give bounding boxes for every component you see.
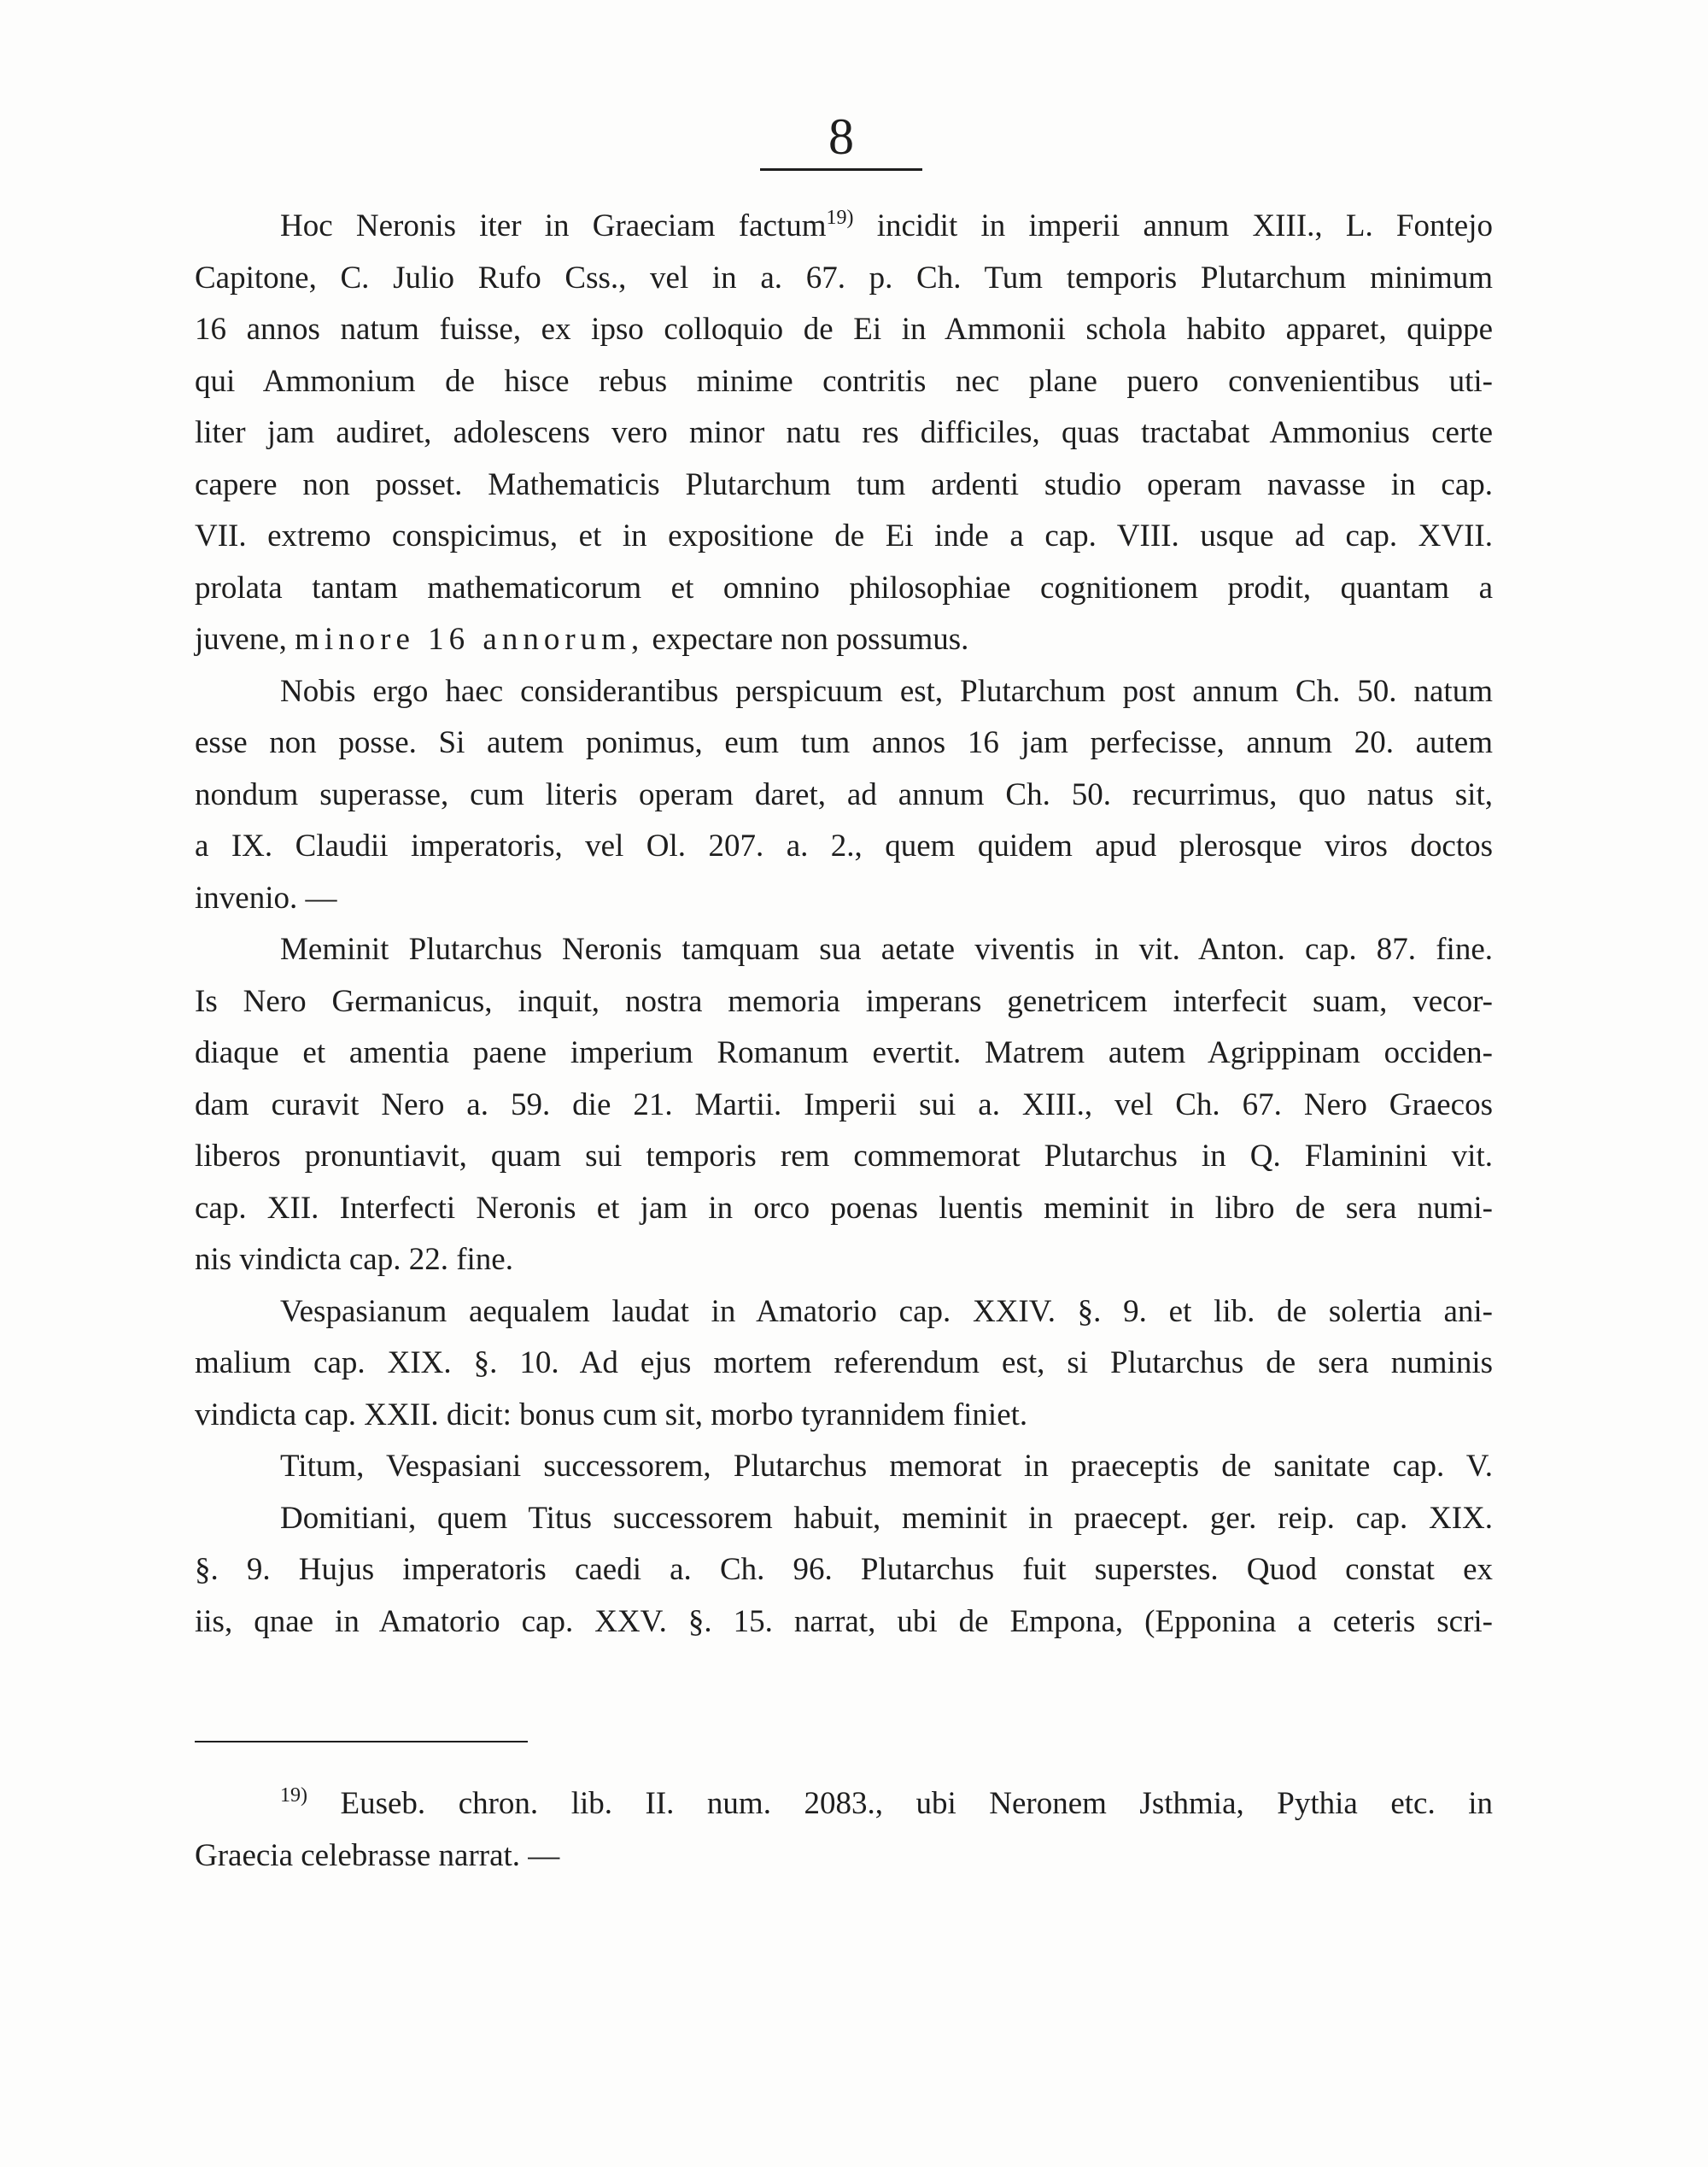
text-run: expectare non possumus. <box>644 622 969 657</box>
text-run: invenio. — <box>195 880 337 916</box>
text-line <box>195 1338 1493 1390</box>
text-run: juvene, <box>195 622 287 657</box>
text-run: a IX. Claudii imperatoris, vel Ol. 207. a. 2., quem quidem apud plerosque viros doctos <box>195 829 1493 864</box>
text-run: VII. extremo conspicimus, et in expositione de Ei inde a cap. VIII. usque ad cap. XVII. <box>195 518 1493 553</box>
footnote-reference: 19) <box>826 207 854 229</box>
text-run: Capitone, C. Julio Rufo Css., vel in a. 67. p. Ch. Tum temporis Plutarchum minimum <box>195 260 1493 296</box>
text-line <box>195 717 1493 770</box>
text-line <box>195 201 1493 253</box>
text-run: vindicta cap. XXII. dicit: bonus cum sit, morbo tyrannidem finiet. <box>195 1397 1028 1432</box>
text-line <box>195 666 1493 718</box>
text-line <box>195 1596 1493 1649</box>
text-line <box>195 304 1493 356</box>
text-line <box>195 1493 1493 1545</box>
text-run: diaque et amentia paene imperium Romanum evertit. Matrem autem Agrippinam occiden- <box>195 1035 1493 1070</box>
footnote-text: Graecia celebrasse narrat. — <box>195 1837 560 1873</box>
text-run: Nobis ergo haec considerantibus perspicuum est, Plutarchum post annum Ch. 50. natum <box>280 673 1493 709</box>
text-line <box>195 563 1493 615</box>
text-line <box>195 1183 1493 1235</box>
text-run: incidit in imperii annum XIII., L. Fontejo <box>853 208 1493 243</box>
footnotes <box>195 1778 1493 1882</box>
text-run: liberos pronuntiavit, quam sui temporis rem commemorat Plutarchus in Q. Flaminini vit. <box>195 1139 1493 1174</box>
text-run: Vespasianum aequalem laudat in Amatorio cap. XXIV. §. 9. et lib. de solertia ani- <box>280 1293 1493 1329</box>
text-run: Meminit Plutarchus Neronis tamquam sua aetate viventis in vit. Anton. cap. 87. fine. <box>280 932 1493 967</box>
text-line <box>195 924 1493 976</box>
text-line <box>195 873 1493 925</box>
text-line <box>195 1544 1493 1596</box>
text-run: Domitiani, quem Titus successorem habuit, meminit in praecept. ger. reip. cap. XIX. <box>280 1500 1493 1536</box>
text-line <box>195 976 1493 1028</box>
text-run: 16 annos natum fuisse, ex ipso colloquio de Ei in Ammonii schola habito apparet, quippe <box>195 312 1493 347</box>
page-number-rule <box>760 168 922 171</box>
text-run: liter jam audiret, adolescens vero minor natu res difficiles, quas tractabat Ammonius certe <box>195 415 1493 450</box>
text-run: cap. XII. Interfecti Neronis et jam in orco poenas luentis meminit in libro de sera numi- <box>195 1190 1493 1226</box>
text-run: iis, qnae in Amatorio cap. XXV. §. 15. narrat, ubi de Empona, (Epponina a ceteris scri- <box>195 1603 1493 1639</box>
footnote-line <box>195 1778 1493 1830</box>
body-text <box>195 201 1493 1648</box>
text-run: Hoc Neronis iter in Graeciam factum <box>280 208 827 243</box>
text-run: Titum, Vespasiani successorem, Plutarchus memorat in praeceptis de sanitate cap. V. <box>280 1449 1493 1484</box>
text-line <box>195 407 1493 460</box>
text-line <box>195 460 1493 512</box>
text-run: nondum superasse, cum literis operam daret, ad annum Ch. 50. recurrimus, quo natus sit, <box>195 776 1493 812</box>
text-line <box>195 1131 1493 1183</box>
text-line <box>195 1234 1493 1286</box>
footnote-rule <box>195 1741 528 1742</box>
text-run: dam curavit Nero a. 59. die 21. Martii. Imperii sui a. XIII., vel Ch. 67. Nero Graecos <box>195 1086 1493 1122</box>
text-line <box>195 614 1493 666</box>
text-run: Is Nero Germanicus, inquit, nostra memoria imperans genetricem interfecit suam, vecor- <box>195 983 1493 1019</box>
text-run: qui Ammonium de hisce rebus minime contritis nec plane puero convenientibus uti- <box>195 363 1493 399</box>
text-line <box>195 356 1493 408</box>
text-line <box>195 1441 1493 1493</box>
text-line <box>195 821 1493 873</box>
letterspaced-text: minore 16 annorum, <box>295 622 645 657</box>
text-line <box>195 1286 1493 1338</box>
text-run: nis vindicta cap. 22. fine. <box>195 1242 513 1277</box>
text-run: capere non posset. Mathematicis Plutarchum tum ardenti studio operam navasse in cap. <box>195 466 1493 502</box>
text-line <box>195 1080 1493 1132</box>
footnote-line <box>195 1830 1493 1883</box>
text-run: prolata tantam mathematicorum et omnino philosophiae cognitionem prodit, quantam a <box>195 570 1493 606</box>
text-run: malium cap. XIX. §. 10. Ad ejus mortem referendum est, si Plutarchus de sera numinis <box>195 1345 1493 1380</box>
page-number: 8 <box>828 108 854 165</box>
footnote-text: Euseb. chron. lib. II. num. 2083., ubi Neronem Jsthmia, Pythia etc. in <box>307 1786 1493 1821</box>
footnote-marker: 19) <box>280 1784 307 1807</box>
text-line <box>195 1390 1493 1442</box>
text-line <box>195 770 1493 822</box>
text-line <box>195 511 1493 563</box>
text-run: §. 9. Hujus imperatoris caedi a. Ch. 96. Plutarchus fuit superstes. Quod constat ex <box>195 1552 1493 1587</box>
text-run: esse non posse. Si autem ponimus, eum tum annos 16 jam perfecisse, annum 20. autem <box>195 725 1493 760</box>
text-line <box>195 253 1493 305</box>
text-line <box>195 1028 1493 1080</box>
